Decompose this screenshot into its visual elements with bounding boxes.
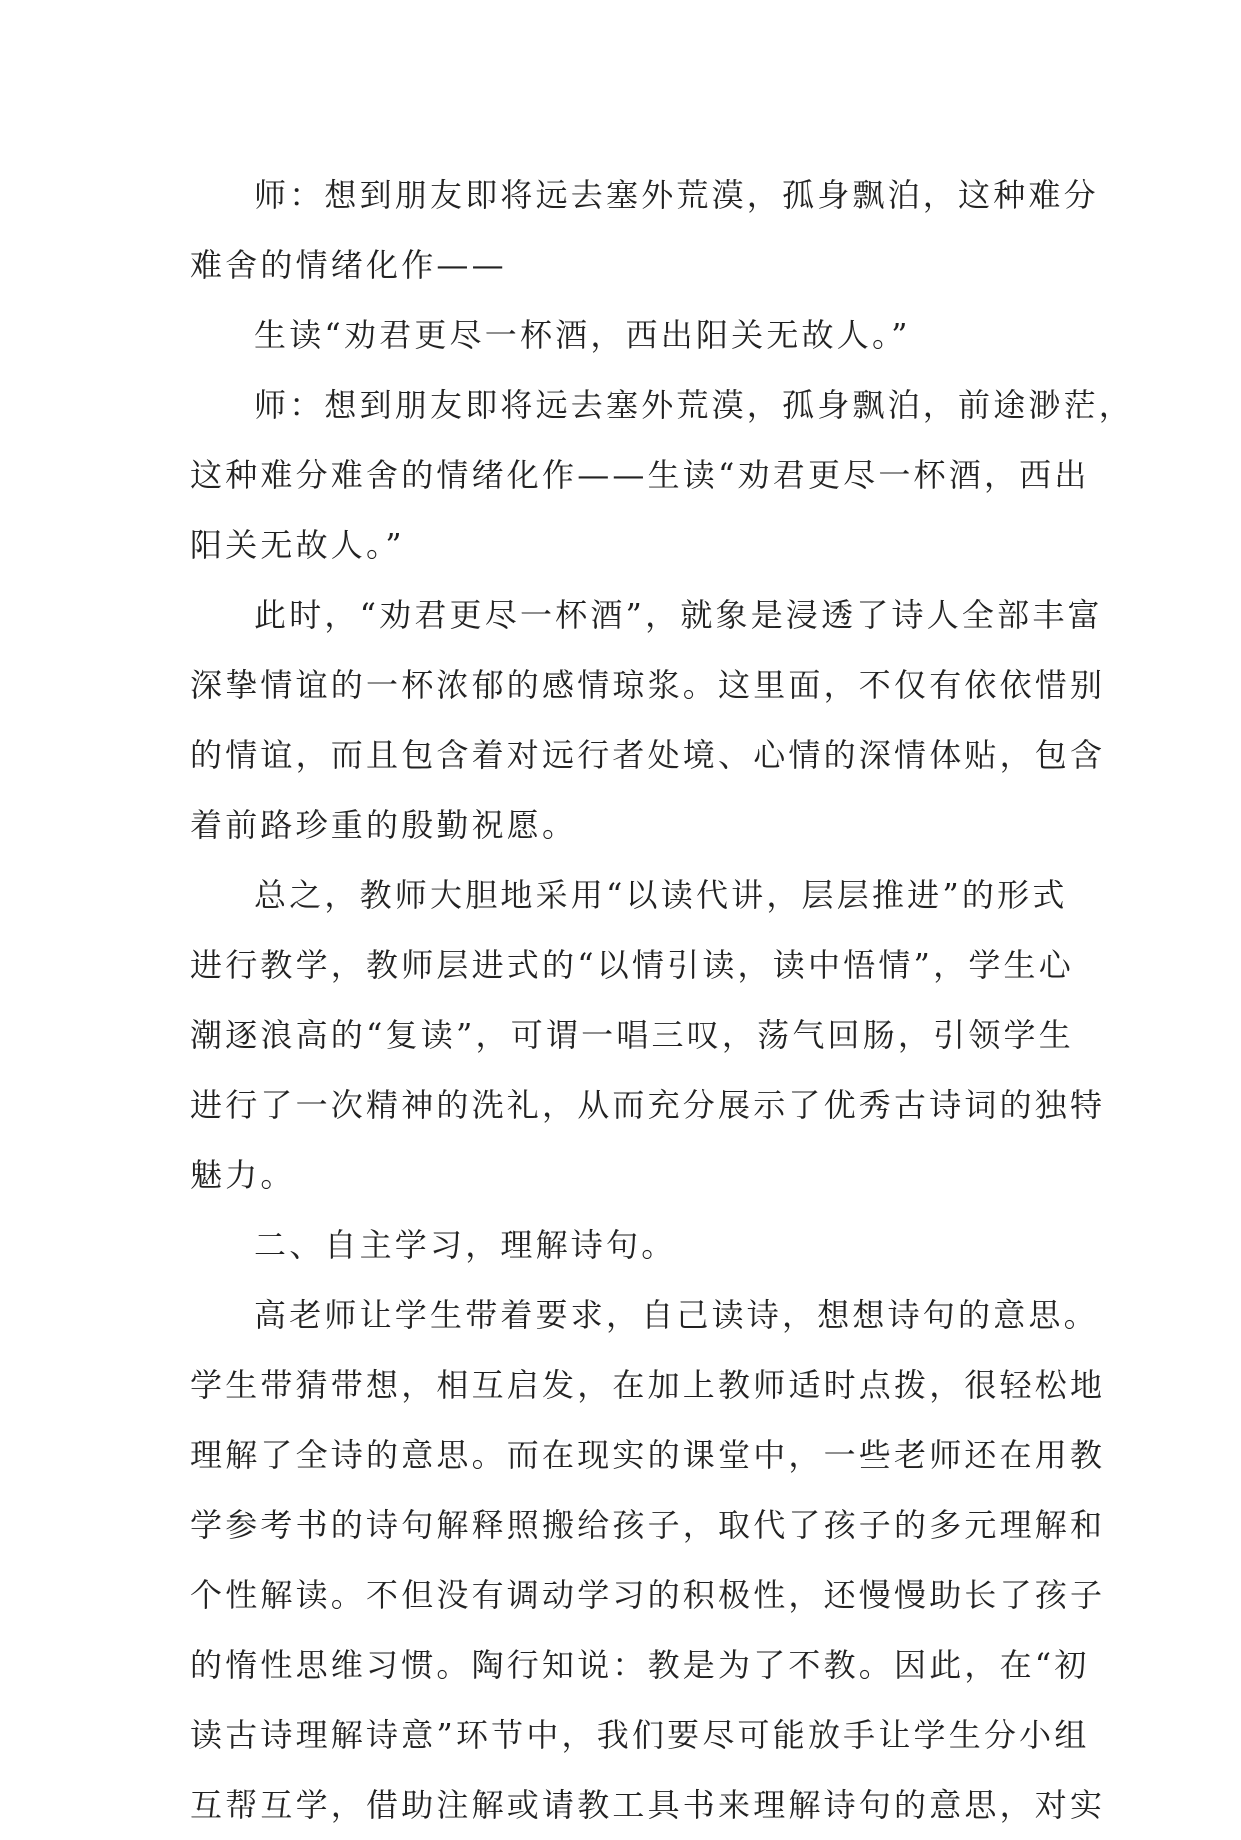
paragraph	[190, 1280, 1106, 1840]
body-text	[190, 160, 1135, 1840]
text-line: 着前路珍重的殷勤祝愿。	[190, 806, 578, 844]
paragraph	[190, 300, 1050, 370]
paragraph	[190, 160, 1099, 300]
text-line: 二、自主学习，理解诗句。	[254, 1226, 677, 1264]
text-line: 师：想到朋友即将远去塞外荒漠，孤身飘泊，前途渺茫，	[254, 386, 1135, 424]
text-line: 难舍的情绪化作——	[190, 246, 507, 284]
text-line: 的惰性思维习惯。陶行知说：教是为了不教。因此，在“初	[190, 1646, 1090, 1684]
text-line: 互帮互学，借助注解或请教工具书来理解诗句的意思，对实	[190, 1786, 1106, 1824]
text-line: 个性解读。不但没有调动学习的积极性，还慢慢助长了孩子	[190, 1576, 1106, 1614]
text-line: 此时，“劝君更尽一杯酒”，就象是浸透了诗人全部丰富	[254, 596, 1103, 634]
section-heading	[190, 1210, 1050, 1280]
text-line: 生读“劝君更尽一杯酒，西出阳关无故人。”	[254, 316, 911, 354]
text-line: 学参考书的诗句解释照搬给孩子，取代了孩子的多元理解和	[190, 1506, 1106, 1544]
text-line: 学生带猜带想，相互启发，在加上教师适时点拨，很轻松地	[190, 1366, 1106, 1404]
text-line: 读古诗理解诗意”环节中，我们要尽可能放手让学生分小组	[190, 1716, 1090, 1754]
text-line: 的情谊，而且包含着对远行者处境、心情的深情体贴，包含	[190, 736, 1106, 774]
text-line: 深挚情谊的一杯浓郁的感情琼浆。这里面，不仅有依依惜别	[190, 666, 1106, 704]
text-line: 总之，教师大胆地采用“以读代讲，层层推进”的形式	[254, 876, 1068, 914]
text-line: 高老师让学生带着要求，自己读诗，想想诗句的意思。	[254, 1296, 1099, 1334]
paragraph	[190, 580, 1106, 860]
text-line: 阳关无故人。”	[190, 526, 405, 564]
text-line: 师：想到朋友即将远去塞外荒漠，孤身飘泊，这种难分	[254, 176, 1099, 214]
text-line: 进行了一次精神的洗礼，从而充分展示了优秀古诗词的独特	[190, 1086, 1106, 1124]
text-line: 魅力。	[190, 1156, 296, 1194]
paragraph	[190, 860, 1106, 1210]
text-line: 这种难分难舍的情绪化作——生读“劝君更尽一杯酒，西出	[190, 456, 1090, 494]
text-line: 潮逐浪高的“复读”，可谓一唱三叹，荡气回肠，引领学生	[190, 1016, 1074, 1054]
text-line: 理解了全诗的意思。而在现实的课堂中，一些老师还在用教	[190, 1436, 1106, 1474]
text-line: 进行教学，教师层进式的“以情引读，读中悟情”，学生心	[190, 946, 1074, 984]
paragraph	[190, 370, 1135, 580]
